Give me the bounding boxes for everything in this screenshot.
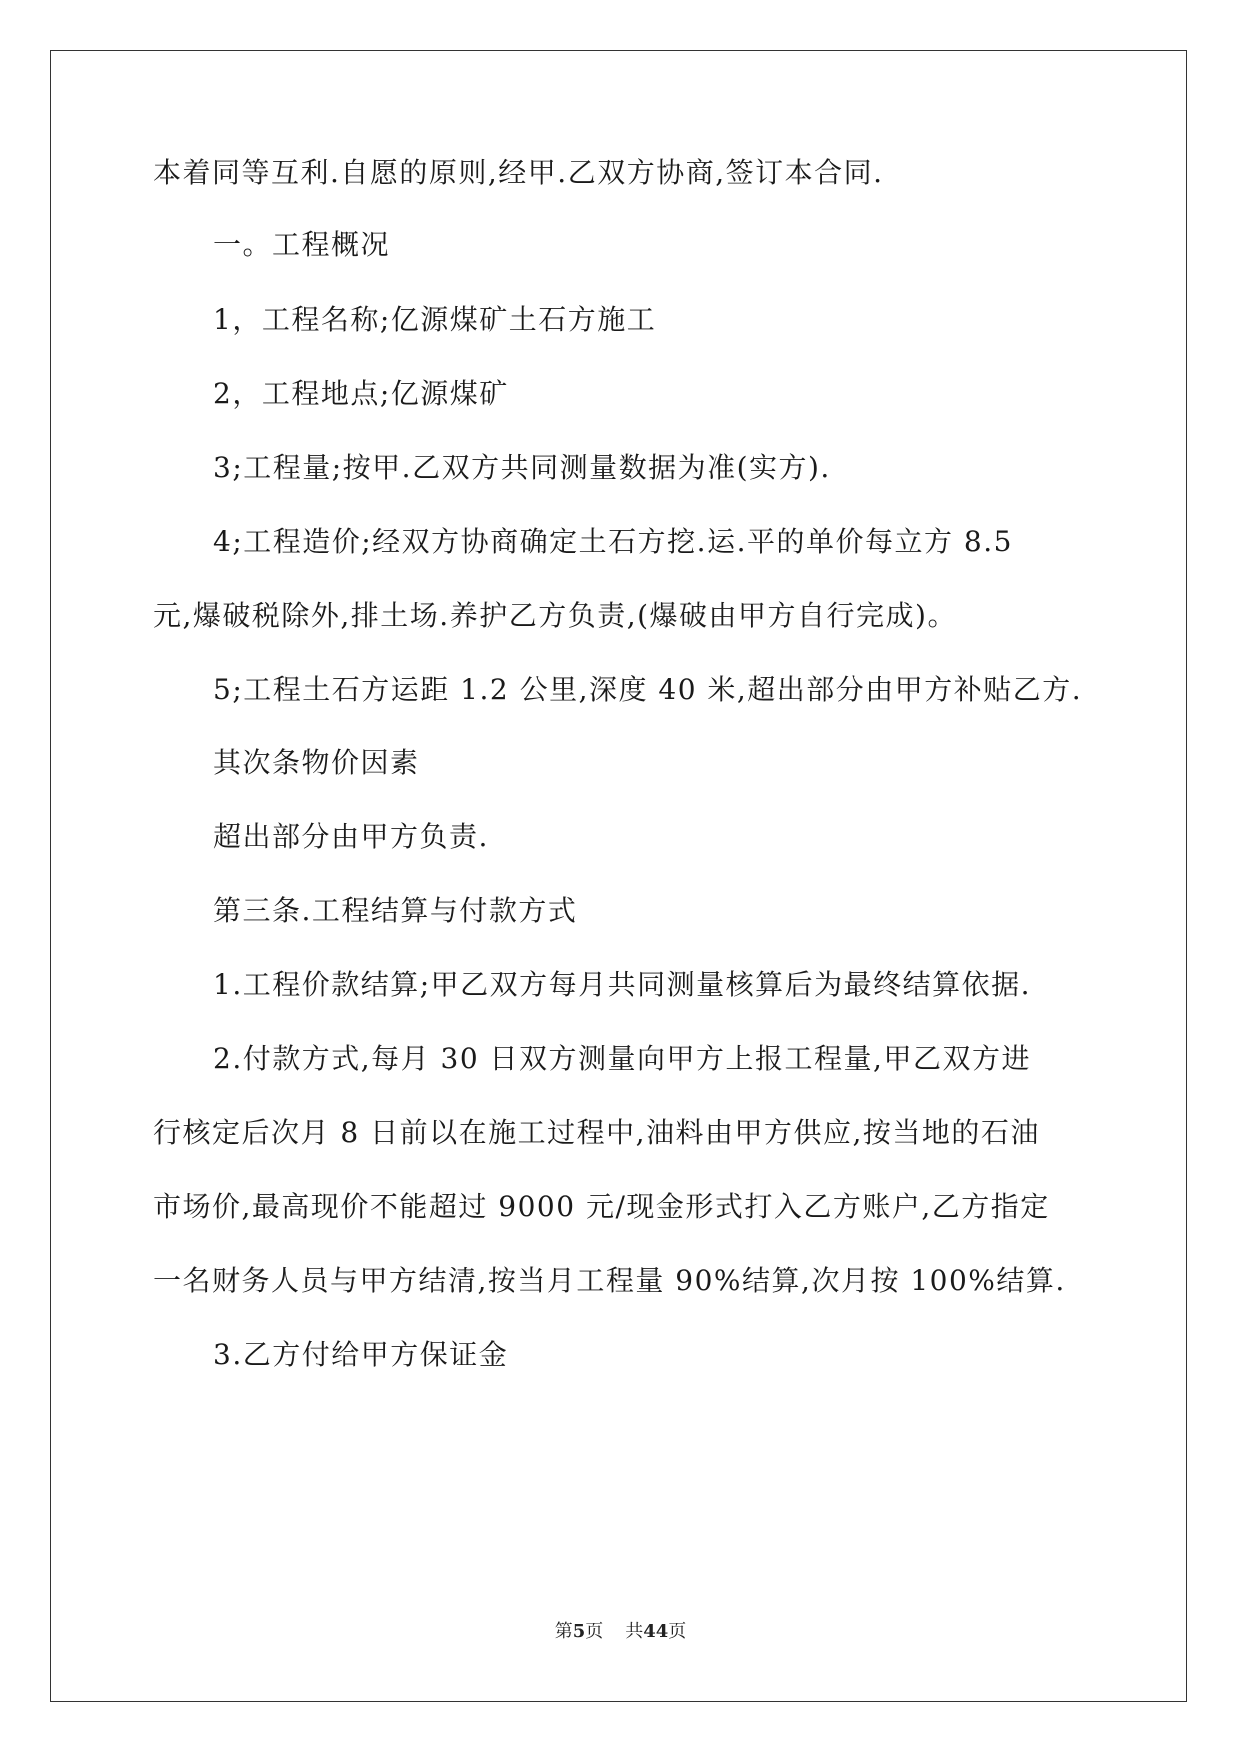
- paragraph-line: 超出部分由甲方负责.: [213, 820, 489, 853]
- paragraph-line: 市场价,最高现价不能超过 9000 元/现金形式打入乙方账户,乙方指定: [153, 1190, 1050, 1223]
- paragraph-line: 元,爆破税除外,排土场.养护乙方负责,(爆破由甲方自行完成)。: [153, 599, 957, 632]
- section-heading: 其次条物价因素: [213, 746, 420, 779]
- page-number: 5: [572, 1621, 586, 1642]
- total-suffix: 页: [668, 1621, 687, 1642]
- paragraph-line: 3;工程量;按甲.乙双方共同测量数据为准(实方).: [213, 451, 831, 484]
- total-pages: 44: [643, 1621, 669, 1642]
- paragraph-line: 1，工程名称;亿源煤矿土石方施工: [213, 303, 657, 336]
- paragraph-line: 本着同等互利.自愿的原则,经甲.乙双方协商,签订本合同.: [153, 156, 884, 189]
- paragraph-line: 一名财务人员与甲方结清,按当月工程量 90%结算,次月按 100%结算.: [153, 1264, 1066, 1297]
- paragraph-line: 4;工程造价;经双方协商确定土石方挖.运.平的单价每立方 8.5: [213, 525, 1013, 558]
- page-prefix: 第: [554, 1621, 573, 1642]
- paragraph-line: 2.付款方式,每月 30 日双方测量向甲方上报工程量,甲乙双方进: [213, 1042, 1031, 1075]
- total-prefix: 共: [625, 1621, 644, 1642]
- section-heading: 第三条.工程结算与付款方式: [213, 894, 578, 927]
- page-border: [50, 50, 1187, 1702]
- page-footer: [0, 1620, 1241, 1644]
- paragraph-line: 1.工程价款结算;甲乙双方每月共同测量核算后为最终结算依据.: [213, 968, 1032, 1001]
- paragraph-line: 2，工程地点;亿源煤矿: [213, 377, 509, 410]
- page-suffix: 页: [585, 1621, 604, 1642]
- paragraph-line: 3.乙方付给甲方保证金: [213, 1338, 509, 1371]
- paragraph-line: 5;工程土石方运距 1.2 公里,深度 40 米,超出部分由甲方补贴乙方.: [213, 673, 1083, 706]
- section-heading: 一。工程概况: [213, 228, 391, 261]
- paragraph-line: 行核定后次月 8 日前以在施工过程中,油料由甲方供应,按当地的石油: [153, 1116, 1040, 1149]
